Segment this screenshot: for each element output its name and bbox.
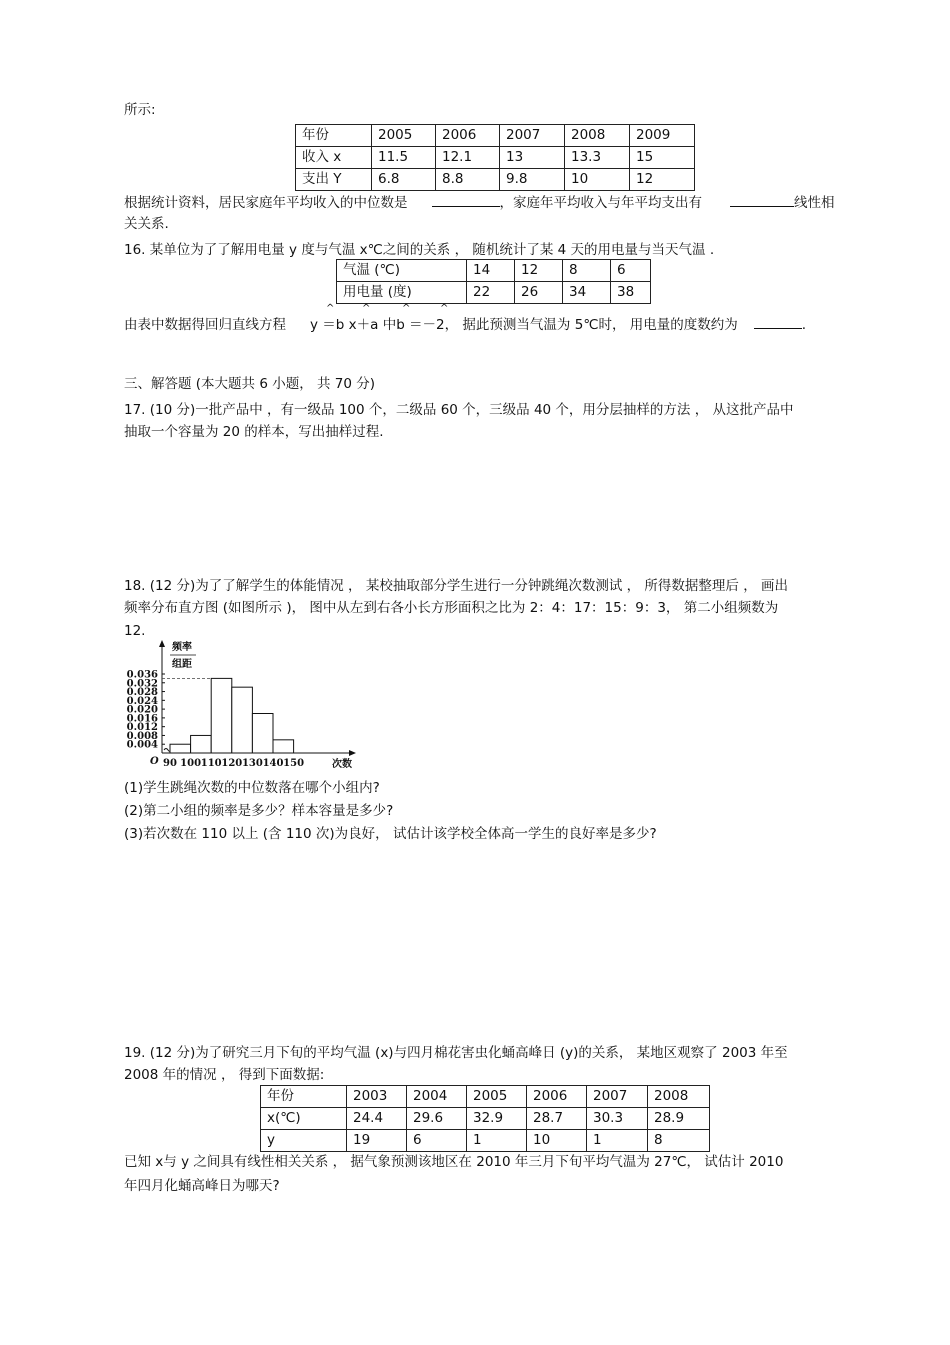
row-header-cell: 年份 (296, 125, 372, 147)
table-cell: 6 (407, 1130, 467, 1152)
table-row (337, 260, 651, 282)
histogram-bar (170, 744, 191, 753)
table-cell: 8.8 (436, 169, 500, 191)
hat-mark: ^ (440, 303, 449, 314)
table-row (296, 169, 695, 191)
y-tick-label: 0.012 (126, 722, 158, 734)
table-cell: 11.5 (372, 147, 436, 169)
cotton-pest-table (260, 1085, 710, 1152)
temperature-table (336, 259, 651, 304)
table-cell: 19 (347, 1130, 407, 1152)
row-header-cell: 年份 (261, 1086, 347, 1108)
y-tick-label: 0.004 (126, 739, 158, 751)
histogram-bar (232, 687, 253, 753)
histogram-bar (252, 714, 273, 754)
row-header-cell: 用电量 (度) (337, 282, 467, 304)
y-tick-label: 0.028 (126, 687, 158, 699)
q16-text: 16. 某单位为了了解用电量 y 度与气温 x℃之间的关系 ， 随机统计了某 4 天的用电量与当天气温 . (124, 242, 715, 258)
q17-line1: 17. (10 分)一批产品中 ，有一级品 100 个，二级品 60 个，三级品 40 个，用分层抽样的方法 ， 从这批产品中 (124, 402, 794, 418)
table-row (261, 1086, 710, 1108)
table-cell: 38 (611, 282, 651, 304)
q17-line2: 抽取一个容量为 20 的样本，写出抽样过程. (124, 424, 384, 440)
row-header-cell: x(℃) (261, 1108, 347, 1130)
q16-regression: 由表中数据得回归直线方程 y ＝b x＋a 中b ＝－2， 据此预测当气温为 5℃时， 用电量的度数约为 . (124, 314, 806, 335)
answer-blank-median[interactable] (432, 192, 500, 207)
y-tick-label: 0.016 (126, 713, 158, 725)
table-cell: 2009 (630, 125, 695, 147)
row-header-cell: 收入 x (296, 147, 372, 169)
x-tick-label: 120 (221, 758, 243, 769)
x-tick-label: 110 (200, 758, 222, 769)
income-table (295, 124, 695, 191)
histogram-bar (191, 735, 212, 753)
table-cell: 2006 (527, 1086, 587, 1108)
x-tick-label: 150 (283, 758, 305, 769)
table-cell: 6.8 (372, 169, 436, 191)
table-cell: 2004 (407, 1086, 467, 1108)
histogram-bar (273, 740, 294, 753)
x-axis-label: 次数 (332, 759, 352, 770)
table-cell: 8 (563, 260, 611, 282)
histogram-bar (211, 678, 232, 753)
table-cell: 26 (515, 282, 563, 304)
x-tick-label: 140 (262, 758, 284, 769)
table-row (296, 147, 695, 169)
table-cell: 22 (467, 282, 515, 304)
y-tick-label: 0.020 (126, 704, 158, 716)
q19-line2: 2008 年的情况 ， 得到下面数据: (124, 1067, 325, 1083)
table-cell: 24.4 (347, 1108, 407, 1130)
q15-text-cont: 关关系. (124, 216, 169, 232)
table-cell: 12 (515, 260, 563, 282)
table-cell: 2008 (648, 1086, 710, 1108)
table-cell: 2005 (467, 1086, 527, 1108)
y-axis-arrow (159, 640, 165, 647)
y-axis-label-denominator: 组距 (172, 659, 192, 670)
table-cell: 15 (630, 147, 695, 169)
table-cell: 2006 (436, 125, 500, 147)
origin-label: O (150, 756, 159, 767)
q19-line4: 年四月化蛹高峰日为哪天? (124, 1178, 280, 1194)
table-cell: 28.7 (527, 1108, 587, 1130)
table-cell: 28.9 (648, 1108, 710, 1130)
q19-line1: 19. (12 分)为了研究三月下旬的平均气温 (x)与四月棉花害虫化蛹高峰日 (y)的关系， 某地区观察了 2003 年至 (124, 1045, 788, 1061)
q18-sub2: (2)第二小组的频率是多少？样本容量是多少? (124, 803, 394, 819)
q15-text: 根据统计资料，居民家庭年平均收入的中位数是 ，家庭年平均收入与年平均支出有 线性相 (124, 192, 835, 213)
table-cell: 2003 (347, 1086, 407, 1108)
hat-mark: ^ (362, 303, 371, 314)
table-cell: 13.3 (565, 147, 630, 169)
table-row (261, 1130, 710, 1152)
q18-line1: 18. (12 分)为了了解学生的体能情况 ， 某校抽取部分学生进行一分钟跳绳次数测试 ， 所得数据整理后 ， 画出 (124, 578, 789, 594)
table-cell: 8 (648, 1130, 710, 1152)
y-tick-label: 0.036 (126, 669, 158, 681)
table-cell: 29.6 (407, 1108, 467, 1130)
table-cell: 2008 (565, 125, 630, 147)
row-header-cell: 支出 Y (296, 169, 372, 191)
x-tick-label: 130 (241, 758, 263, 769)
frequency-histogram (124, 636, 364, 772)
y-axis-label-numerator: 频率 (172, 642, 192, 653)
q18-sub3: (3)若次数在 110 以上 (含 110 次)为良好， 试估计该学校全体高一学生的良好率是多少? (124, 826, 657, 842)
table-cell: 30.3 (587, 1108, 648, 1130)
table-cell: 12.1 (436, 147, 500, 169)
table-cell: 14 (467, 260, 515, 282)
table-cell: 2005 (372, 125, 436, 147)
table-cell: 10 (527, 1130, 587, 1152)
table-cell: 1 (587, 1130, 648, 1152)
table-cell: 10 (565, 169, 630, 191)
answer-blank-electricity[interactable] (754, 314, 802, 329)
y-tick-label: 0.032 (126, 678, 158, 690)
table-row (296, 125, 695, 147)
table-cell: 12 (630, 169, 695, 191)
table-row (337, 282, 651, 304)
section-title: 三、解答题 (本大题共 6 小题， 共 70 分) (124, 376, 376, 392)
intro-text: 所示: (124, 102, 156, 118)
q19-line3: 已知 x与 y 之间具有线性相关关系 ， 据气象预测该地区在 2010 年三月下旬平均气温为 27℃， 试估计 2010 (124, 1154, 784, 1170)
table-cell: 13 (500, 147, 565, 169)
y-tick-label: 0.008 (126, 730, 158, 742)
hat-mark: ^ (402, 303, 411, 314)
x-axis-arrow (349, 750, 356, 756)
answer-blank-correlation[interactable] (730, 192, 794, 207)
row-header-cell: 气温 (℃) (337, 260, 467, 282)
table-row (261, 1108, 710, 1130)
q18-line2: 频率分布直方图 (如图所示 )， 图中从左到右各小长方形面积之比为 2：4：17：15：9：3， 第二小组频数为 (124, 600, 779, 616)
table-cell: 2007 (587, 1086, 648, 1108)
x-tick-label: 90 (163, 758, 177, 769)
table-cell: 34 (563, 282, 611, 304)
y-tick-label: 0.024 (126, 695, 158, 707)
table-cell: 2007 (500, 125, 565, 147)
table-cell: 6 (611, 260, 651, 282)
hat-mark: ^ (326, 303, 335, 314)
table-cell: 9.8 (500, 169, 565, 191)
row-header-cell: y (261, 1130, 347, 1152)
q18-line3: 12. (124, 623, 146, 639)
q18-sub1: (1)学生跳绳次数的中位数落在哪个小组内? (124, 780, 380, 796)
x-tick-label: 100 (180, 758, 202, 769)
table-cell: 32.9 (467, 1108, 527, 1130)
table-cell: 1 (467, 1130, 527, 1152)
